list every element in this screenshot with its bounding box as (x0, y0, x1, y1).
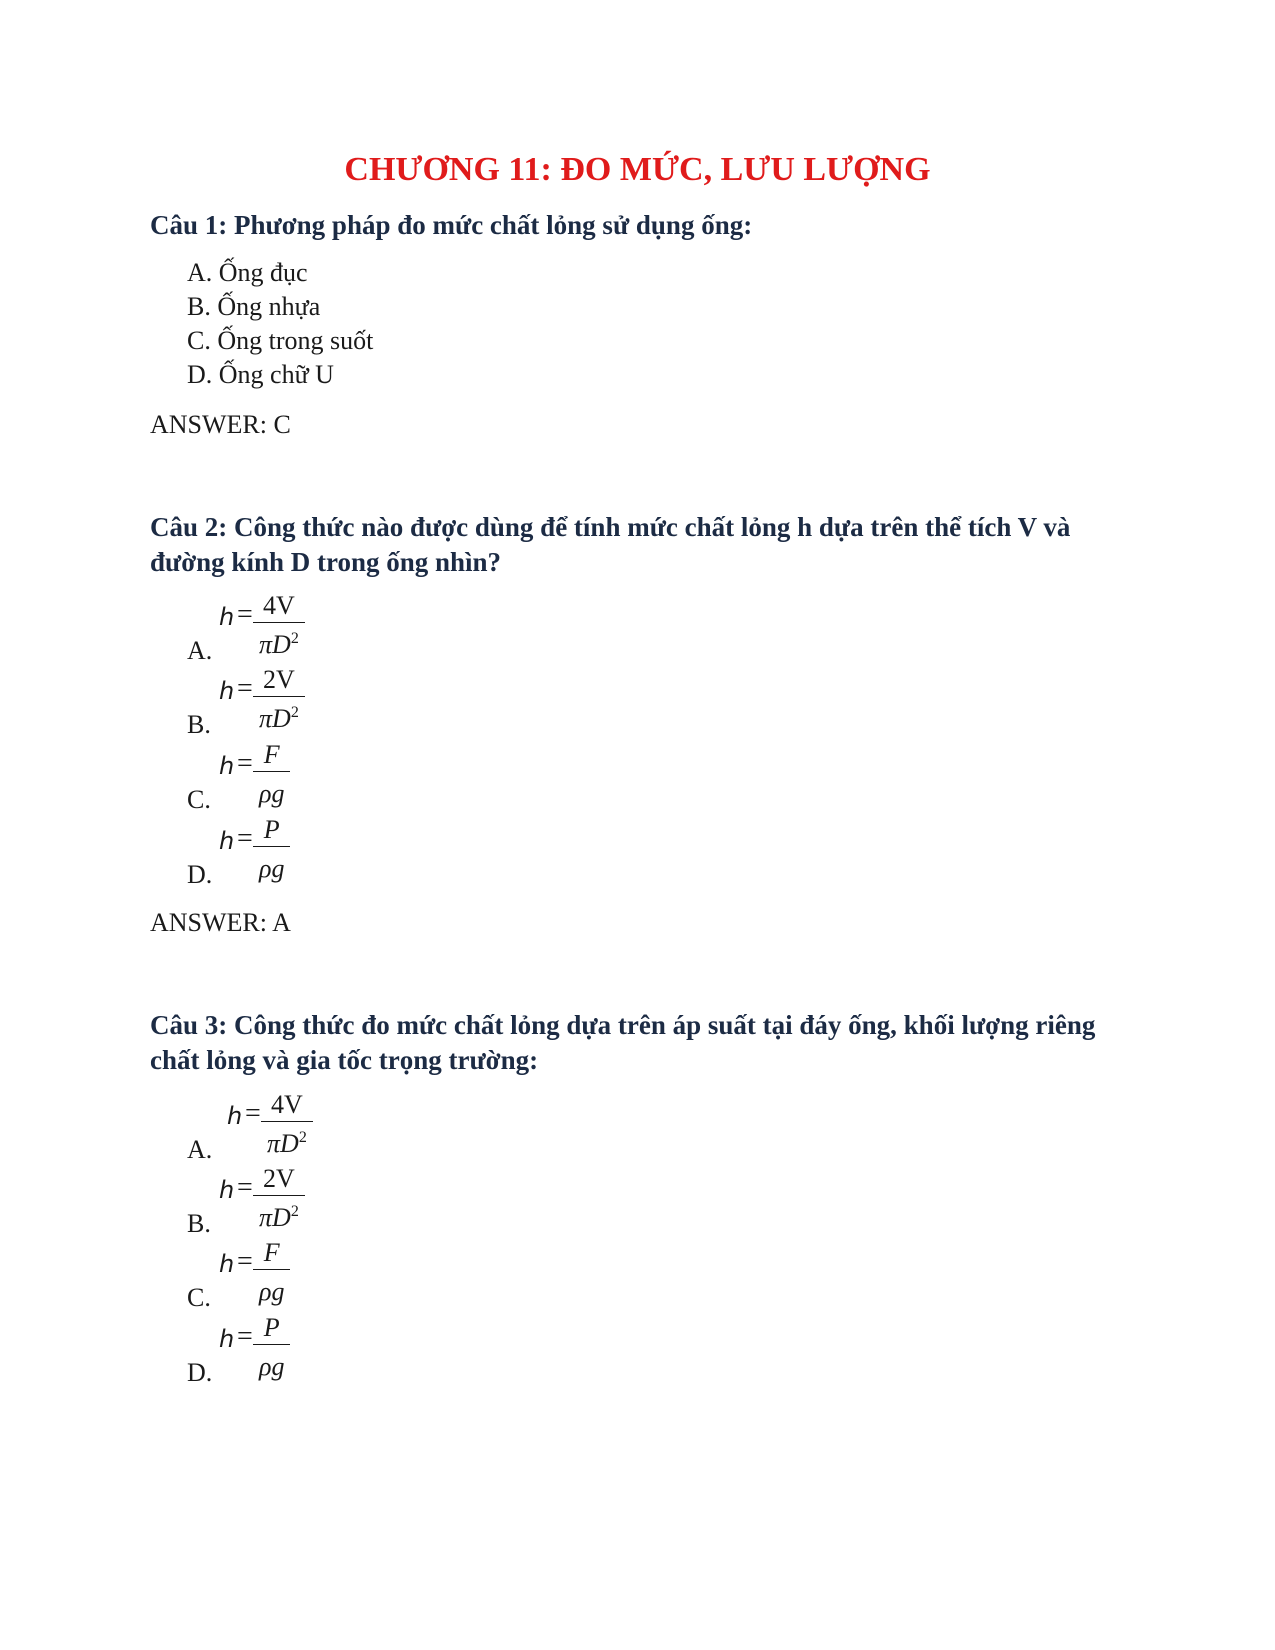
formula-fraction (253, 1312, 290, 1383)
formula-denominator: $\pi D^2$ (253, 696, 305, 735)
option-letter: D. (187, 860, 213, 889)
formula-lhs: h (219, 827, 235, 855)
formula-numerator: 2V (263, 665, 295, 694)
formula-numerator: 4V (263, 591, 295, 620)
formula-numerator: F (263, 1238, 280, 1267)
option-letter: A. (187, 1135, 213, 1164)
formula-numerator: P (263, 1313, 280, 1342)
formula-equals: = (237, 599, 253, 630)
formula-denominator: $\pi D^2$ (253, 1195, 305, 1234)
formula-numerator: 4V (271, 1090, 303, 1119)
question-2: Câu 2: Công thức nào được dùng để tính mức chất lỏng h dựa trên thể tích V và đường kính D trong ống nhìn? (150, 512, 1071, 577)
question-1: Câu 1: Phương pháp đo mức chất lỏng sử dụng ống: (150, 210, 753, 240)
option-letter: D. (187, 1358, 213, 1387)
formula-numerator: 2V (263, 1164, 295, 1193)
option-letter: C. (187, 1283, 211, 1312)
option-letter: C. (187, 785, 211, 814)
formula-equals: = (237, 1321, 253, 1352)
formula-lhs: h (219, 603, 235, 631)
formula-denominator: $\pi D^2$ (253, 622, 305, 661)
q2-option-a (187, 590, 587, 666)
formula-fraction (253, 1237, 290, 1308)
q3-option-d (187, 1312, 587, 1388)
formula-denominator: ρg (253, 771, 290, 810)
formula-equals: = (237, 823, 253, 854)
formula-lhs: h (227, 1102, 243, 1130)
q3-option-b (187, 1163, 587, 1239)
formula-fraction (253, 664, 305, 735)
q2-option-c (187, 739, 587, 815)
q1-option-a: A. Ống đục (187, 258, 308, 287)
formula-equals: = (237, 1172, 253, 1203)
option-letter: A. (187, 636, 213, 665)
option-letter: B. (187, 1209, 211, 1238)
question-3: Câu 3: Công thức đo mức chất lỏng dựa trên áp suất tại đáy ống, khối lượng riêng chất lỏng và gia tốc trọng trường: (150, 1010, 1096, 1075)
q3-option-c (187, 1237, 587, 1313)
formula-equals: = (237, 1246, 253, 1277)
formula-fraction (261, 1089, 313, 1160)
formula-lhs: h (219, 677, 235, 705)
formula-lhs: h (219, 752, 235, 780)
q1-option-c: C. Ống trong suốt (187, 326, 374, 355)
chapter-title: CHƯƠNG 11: ĐO MỨC, LƯU LƯỢNG (344, 151, 931, 188)
formula-denominator: ρg (253, 1269, 290, 1308)
formula-fraction (253, 590, 305, 661)
formula-lhs: h (219, 1250, 235, 1278)
option-letter: B. (187, 710, 211, 739)
formula-equals: = (245, 1098, 261, 1129)
formula-denominator: $\pi D^2$ (261, 1121, 313, 1160)
q2-option-d (187, 814, 587, 890)
formula-fraction (253, 1163, 305, 1234)
formula-equals: = (237, 748, 253, 779)
formula-denominator: ρg (253, 846, 290, 885)
formula-numerator: P (263, 815, 280, 844)
formula-denominator: ρg (253, 1344, 290, 1383)
q1-answer: ANSWER: C (150, 410, 291, 439)
formula-lhs: h (219, 1325, 235, 1353)
formula-fraction (253, 814, 290, 885)
formula-fraction (253, 739, 290, 810)
formula-lhs: h (219, 1176, 235, 1204)
formula-numerator: F (263, 740, 280, 769)
q2-answer: ANSWER: A (150, 908, 291, 937)
formula-equals: = (237, 673, 253, 704)
q1-option-b: B. Ống nhựa (187, 292, 321, 321)
q1-option-d: D. Ống chữ U (187, 360, 334, 389)
q2-option-b (187, 664, 587, 740)
q3-option-a (187, 1089, 587, 1165)
